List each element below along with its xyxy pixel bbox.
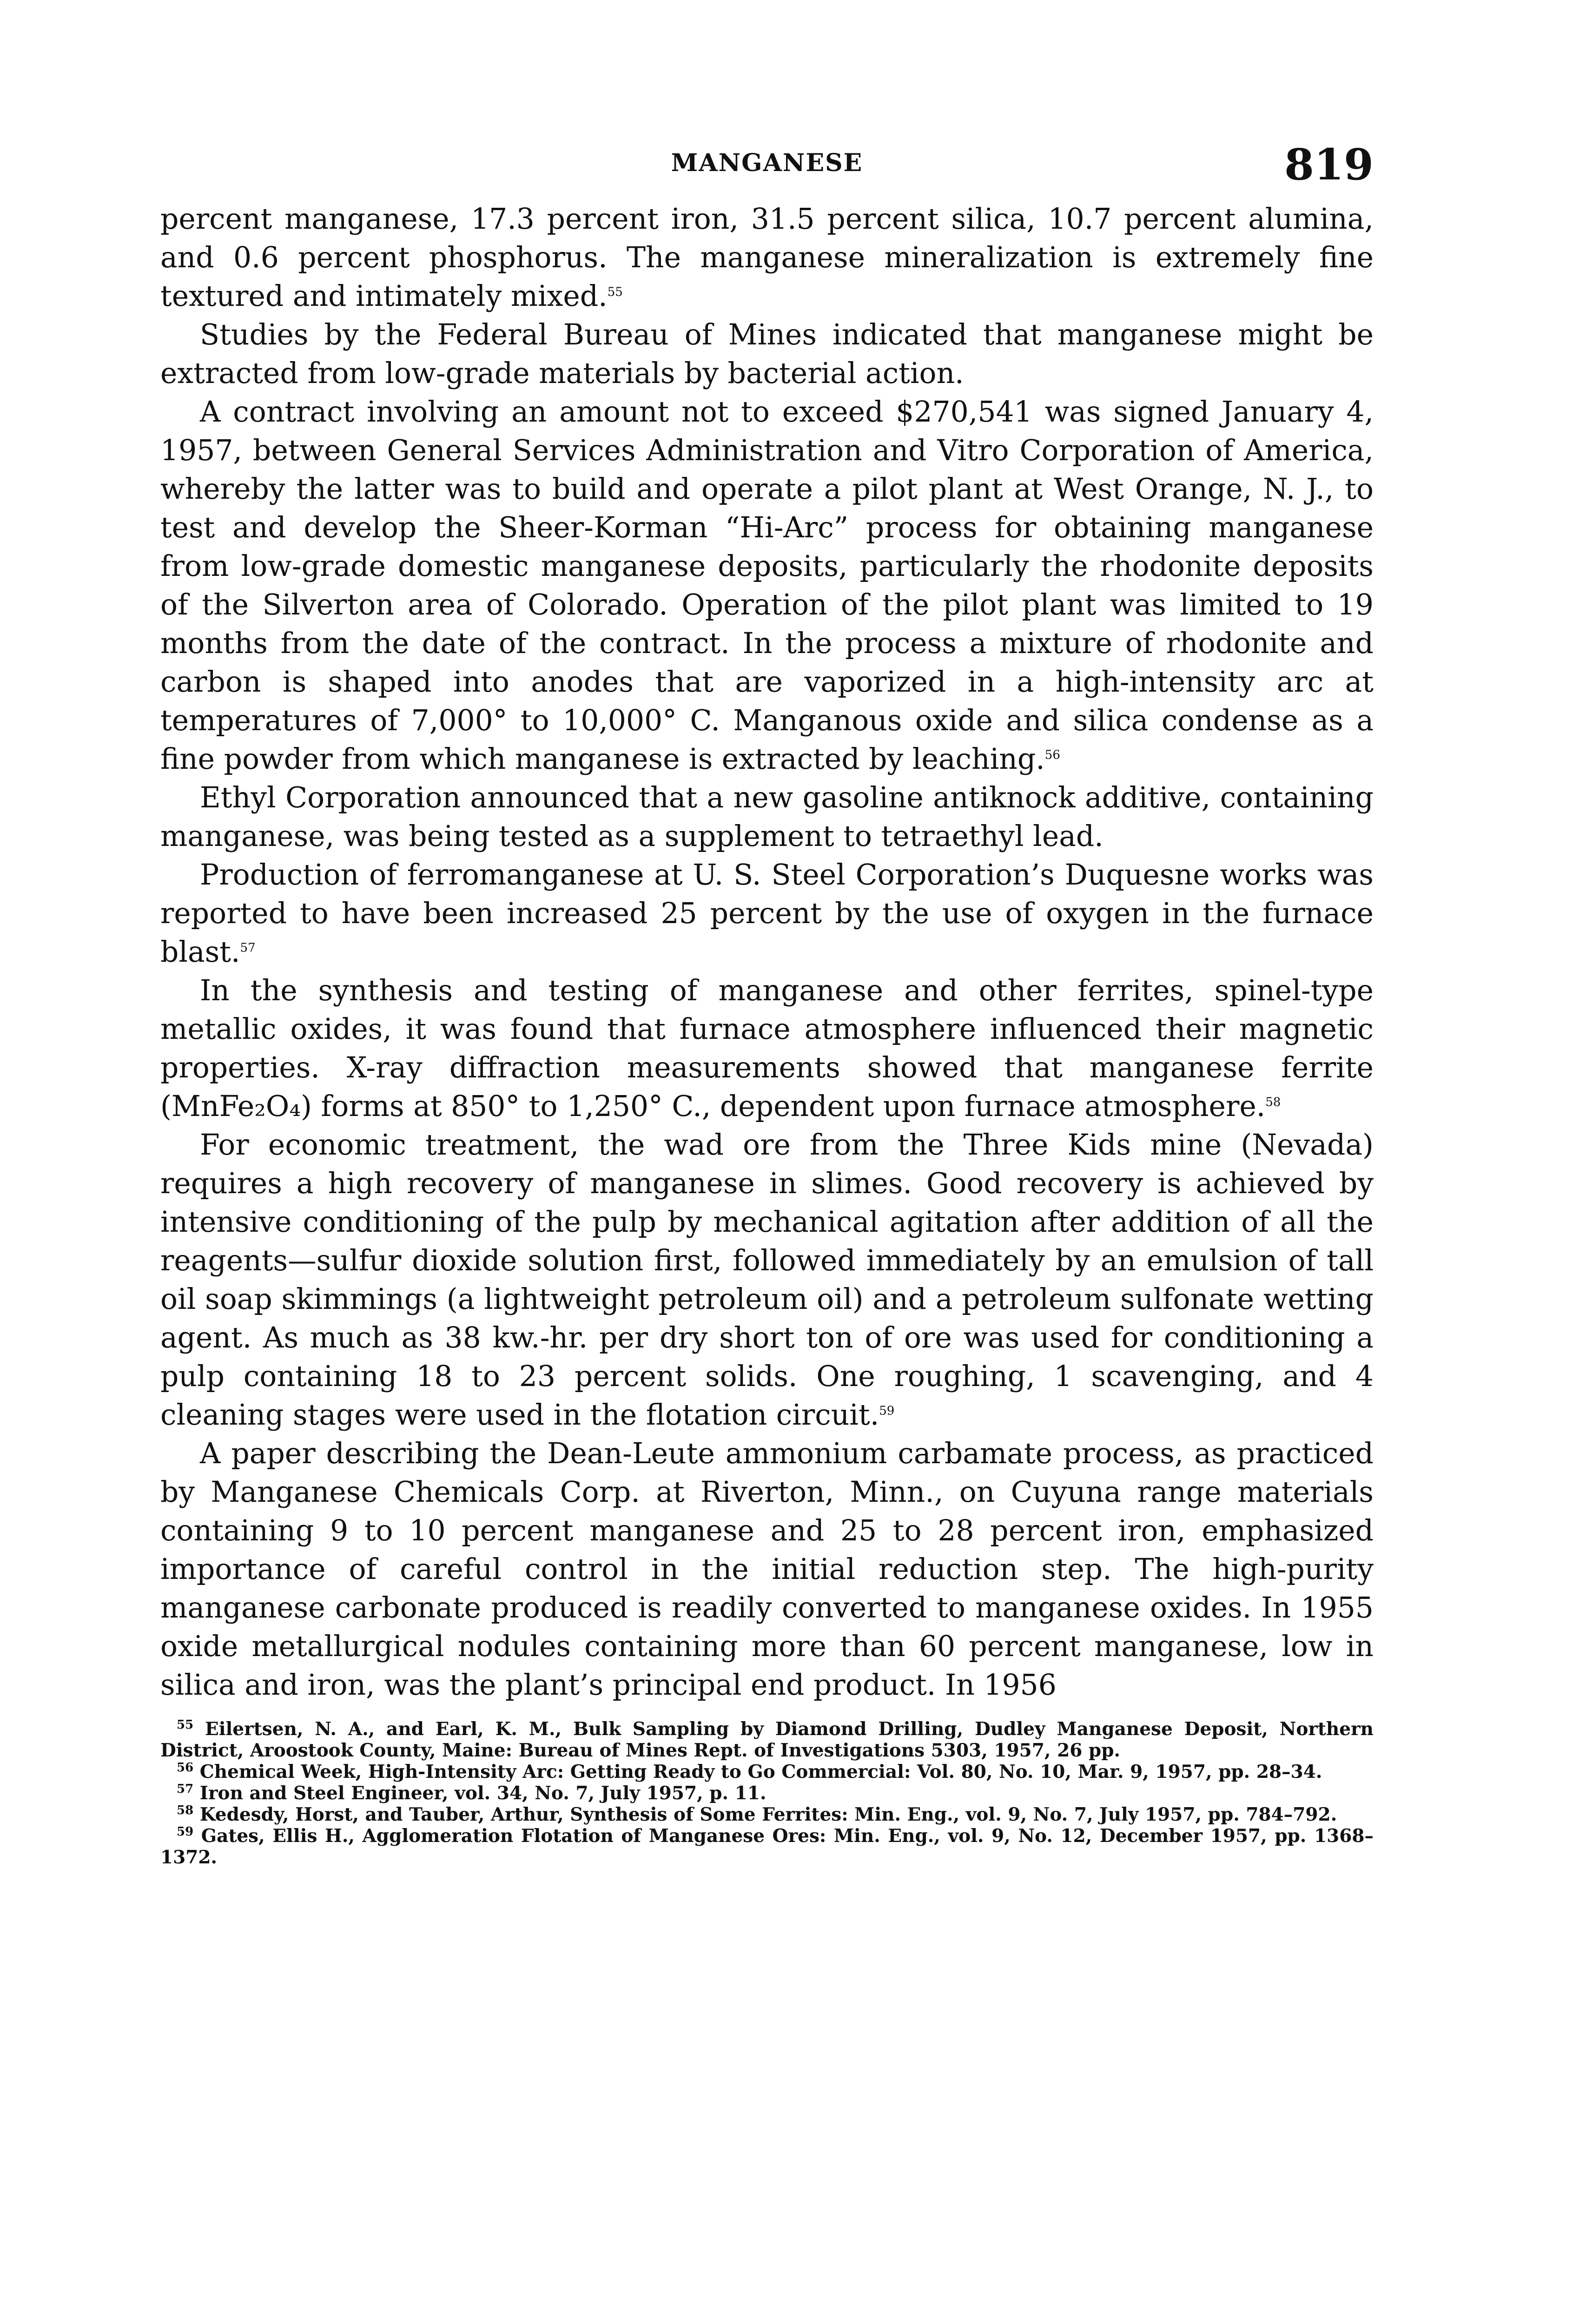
paragraph-text: A contract involving an amount not to exceed $270,541 was signed January 4, 1957, between General Services Administration and Vitro Corporation of America, whereby the latter was to build and operate a pilot plant at West Orange, N. J., to test and develop the Sheer-Korman “Hi-Arc” process for obtaining manganese from low-grade domestic manganese deposits, particularly the rhodonite deposits of the Silverton area of Colorado. Operation of the pilot plant was limited to 19 months from the date of the contract. In the process a mixture of rhodonite and carbon is shaped into anodes that are vaporized in a high-intensity arc at temperatures of 7,000° to 10,000° C. Manganous oxide and silica condense as a fine powder from which manganese is extracted by leaching.	[160, 395, 1374, 776]
footnote-number: 59	[177, 1825, 194, 1839]
footnote-reference: 56	[1044, 748, 1060, 762]
paragraph-text: For economic treatment, the wad ore from the Three Kids mine (Nevada) requires a high recovery of manganese in slimes. Good recovery is achieved by intensive conditioning of the pulp by mechanical agitation after addition of all the reagents—sulfur dioxide solution first, followed immediately by an emulsion of tall oil soap skimmings (a lightweight petroleum oil) and a petroleum sulfonate wetting agent. As much as 38 kw.-hr. per dry short ton of ore was used for conditioning a pulp containing 18 to 23 percent solids. One roughing, 1 scavenging, and 4 cleaning stages were used in the flotation circuit.	[160, 1128, 1374, 1432]
footnote-reference: 59	[879, 1404, 895, 1418]
paragraph	[160, 779, 1374, 856]
paragraph	[160, 1434, 1374, 1704]
footnote-text: Kedesdy, Horst, and Tauber, Arthur, Synthesis of Some Ferrites: Min. Eng., vol. 9, No. 7, July 1957, pp. 784–792.	[199, 1804, 1337, 1825]
paragraph-text: Ethyl Corporation announced that a new gasoline antiknock additive, containing manganese, was being tested as a supplement to tetraethyl lead.	[160, 781, 1374, 853]
footnote	[160, 1804, 1374, 1825]
footnote-text: Gates, Ellis H., Agglomeration Flotation of Manganese Ores: Min. Eng., vol. 9, No. 12, December 1957, pp. 1368–1372.	[160, 1825, 1374, 1868]
running-title: MANGANESE	[671, 149, 863, 177]
paragraph	[160, 856, 1374, 971]
paragraph-text: percent manganese, 17.3 percent iron, 31.5 percent silica, 10.7 percent alumina, and 0.6 percent phosphorus. The manganese mineralization is extremely fine textured and intimately mixed.	[160, 202, 1374, 313]
footnote-reference: 58	[1265, 1095, 1281, 1109]
page-header	[160, 139, 1374, 195]
paragraph-text: A paper describing the Dean-Leute ammonium carbamate process, as practiced by Manganese Chemicals Corp. at Riverton, Minn., on Cuyuna range materials containing 9 to 10 percent manganese and 25 to 28 percent iron, emphasized importance of careful control in the initial reduction step. The high-purity manganese carbonate produced is readily converted to manganese oxides. In 1955 oxide metallurgical nodules containing more than 60 percent manganese, low in silica and iron, was the plant’s principal end product. In 1956	[160, 1437, 1374, 1702]
footnote-number: 56	[177, 1761, 194, 1775]
paragraph	[160, 200, 1374, 316]
footnote	[160, 1761, 1374, 1783]
footnote	[160, 1718, 1374, 1761]
footnote-reference: 55	[607, 285, 623, 299]
footnotes	[160, 1718, 1374, 1868]
body-text	[160, 200, 1374, 1704]
footnote-text: Chemical Week, High-Intensity Arc: Getting Ready to Go Commercial: Vol. 80, No. 10, Mar. 9, 1957, pp. 28–34.	[199, 1761, 1322, 1783]
footnote	[160, 1783, 1374, 1804]
paragraph	[160, 1126, 1374, 1434]
paragraph	[160, 316, 1374, 393]
paragraph-text: Production of ferromanganese at U. S. Steel Corporation’s Duquesne works was reported to have been increased 25 percent by the use of oxygen in the furnace blast.	[160, 858, 1374, 969]
footnote-number: 55	[177, 1718, 194, 1732]
footnote-number: 57	[177, 1782, 194, 1796]
footnote-text: Iron and Steel Engineer, vol. 34, No. 7, July 1957, p. 11.	[199, 1783, 766, 1804]
footnote-number: 58	[177, 1803, 194, 1817]
document-page	[160, 139, 1374, 1868]
footnote-text: Eilertsen, N. A., and Earl, K. M., Bulk Sampling by Diamond Drilling, Dudley Manganese Deposit, Northern District, Aroostook County, Maine: Bureau of Mines Rept. of Investigations 5303, 1957, 26 pp.	[160, 1718, 1374, 1761]
paragraph	[160, 971, 1374, 1126]
paragraph-text: Studies by the Federal Bureau of Mines indicated that manganese might be extracted from low-grade materials by bacterial action.	[160, 318, 1374, 390]
page-number: 819	[1284, 139, 1374, 190]
footnote	[160, 1825, 1374, 1868]
paragraph	[160, 393, 1374, 779]
paragraph-text: In the synthesis and testing of manganese and other ferrites, spinel-type metallic oxides, it was found that furnace atmosphere influenced their magnetic properties. X-ray diffraction measurements showed that manganese ferrite (MnFe₂O₄) forms at 850° to 1,250° C., dependent upon furnace atmosphere.	[160, 974, 1374, 1123]
footnote-reference: 57	[240, 941, 256, 955]
